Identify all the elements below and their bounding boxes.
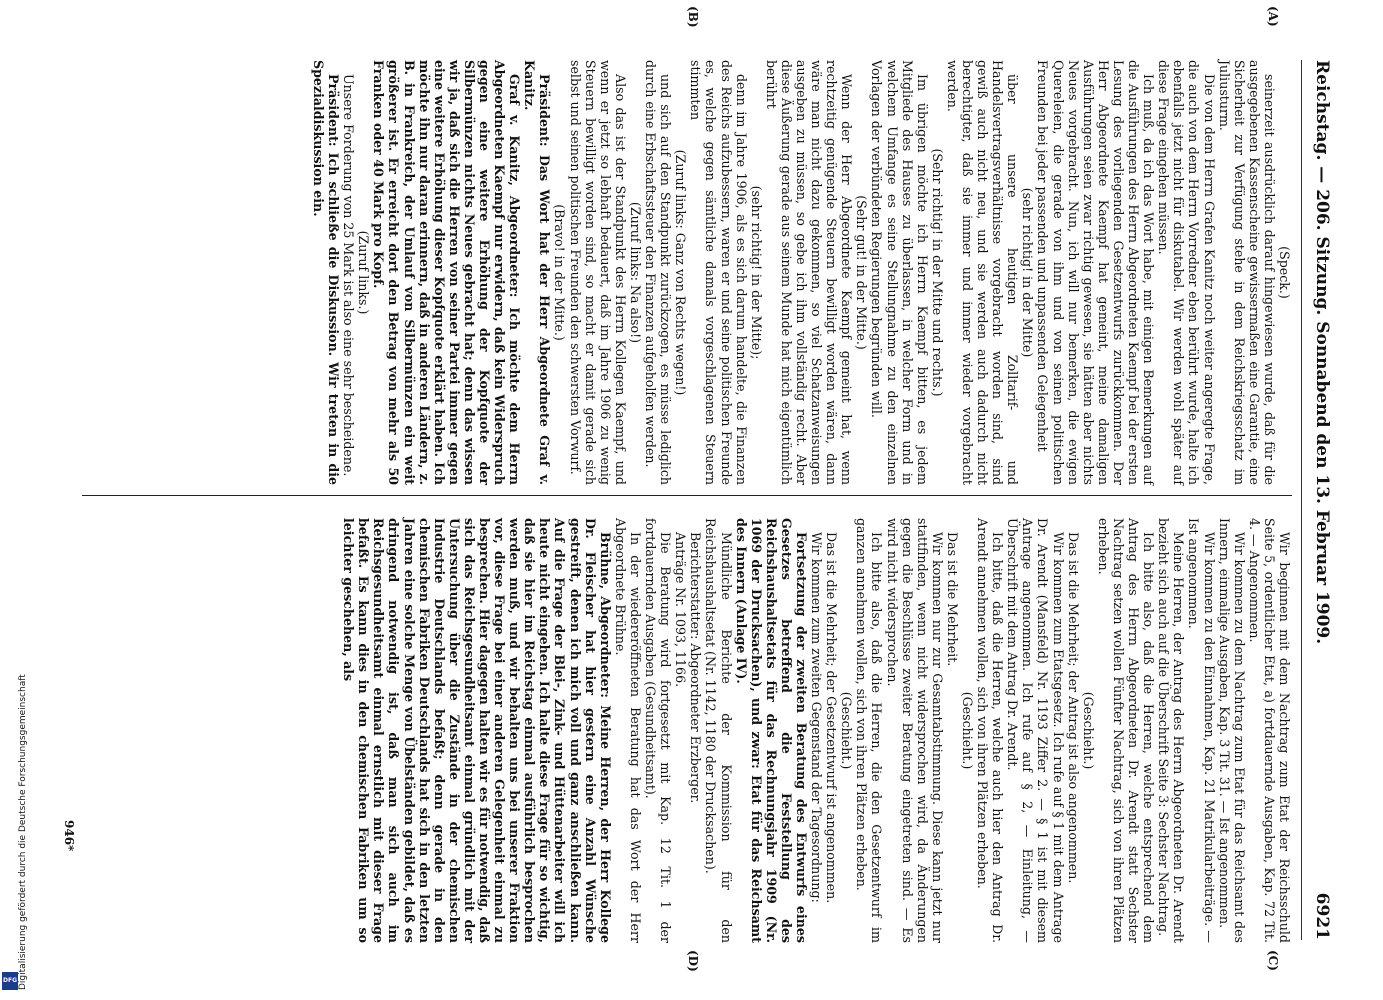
- paragraph: Wir kommen zum Etatsgesetz. Ich rufe auf § 1 mit dem Antrage Dr. Arendt (Mansfeld) Nr. 1193 Ziffer 2. — § 1 ist mit diesem Antrage angenommen. Ich rufe auf § 2, — Einleitung, — Überschrift mit dem Antrag Dr. Arendt.: [1005, 518, 1066, 943]
- paragraph: Brühne, Abgeordneter: Meine Herren, der Herr Kollege Dr. Fleischer hat hier gestern eine Anzahl Wünsche gestreift, denen ich mich voll und ganz anschließen kann. Auf die Frage der Blei-, Zink- und Hüttenarbeiter will ich heute nicht eingehen. Ich halte diese Frage für so wichtig, daß sie hier im Reichstag einmal ausführlich besprochen werden muß, und wir behalten uns bei unserer Fraktion vor, diese Frage bei einer anderen Gelegenheit einmal zu besprechen. Hier dagegen halten wir es für notwendig, daß sich das Reichsgesundheitsamt einmal gründlich mit der Untersuchung über die Zustände in der chemischen Industrie Deutschlands befaßt; denn gerade in den chemischen Fabriken Deutschlands hat sich in den letzten Jahren eine solche Menge von Übelständen gebildet, daß es dringend notwendig ist, daß man sich auch im Reichsgesundheitsamt einmal ernstlich mit dieser Frage befaßt. Es kann dies in den chemischen Fabriken um so leichter geschehen, als: [341, 518, 613, 943]
- paragraph: Präsident: Das Wort hat der Herr Abgeordnete Graf v. Kanitz.: [522, 60, 553, 485]
- paragraph: Ich bitte, daß die Herren, welche auch hier den Antrag Dr. Arendt annehmen wollen, sich von ihren Plätzen erheben.: [975, 518, 1006, 943]
- page-header: [1300, 60, 1340, 940]
- page-signature: 946*: [62, 820, 76, 852]
- margin-mark-d: (D): [686, 950, 700, 972]
- paragraph: Das ist die Mehrheit; der Antrag ist also angenommen.: [1065, 532, 1081, 884]
- paragraph: seinerzeit ausdrücklich darauf hingewiesen wurde, daß für die ausgegebenen Kassenscheine gewissermaßen eine Garantie, eine Sicherheit zur Verfügung stehe in dem Reichskriegsschatz im Juliusturm.: [1216, 60, 1277, 485]
- paragraph: (Sehr gut! in der Mitte.): [854, 195, 870, 350]
- paragraph: Das ist die Mehrheit; der Gesetzentwurf ist angenommen.: [824, 532, 840, 904]
- margin-mark-b: (B): [686, 6, 700, 28]
- paragraph: Das ist die Mehrheit.: [944, 532, 960, 667]
- paragraph: Fortsetzung der zweiten Beratung des Entwurfs eines Gesetzes betreffend die Feststellung des Reichshaushaltsetats für das Rechnungsjahr 1909 (Nr. 1069 der Drucksachen), und zwar: Etat für das Reichsamt des Innern (Anlage IV).: [733, 518, 809, 943]
- paragraph: (Zuruf links: Ganz von Rechts wegen!): [673, 149, 689, 396]
- paragraph: (sehr richtig! in der Mitte): [1020, 187, 1036, 358]
- header-page-number: 6921: [1312, 892, 1332, 940]
- rotated-page-content: [40, 0, 1340, 1000]
- header-title: Reichstag. — 206. Sitzung. Sonnabend den 13. Februar 1909.: [1312, 60, 1332, 645]
- paragraph: Berichterstatter: Abgeordneter Erzberger.: [688, 532, 704, 804]
- header-rule: [1301, 60, 1302, 940]
- paragraph: (sehr richtig! in der Mitte);: [748, 185, 764, 360]
- paragraph: Ich bitte also, daß die Herren, welche entsprechend dem Antrag des Herrn Abgeordneten Dr. Arendt statt Sechster Nachtrag setzen wollen Fünfter Nachtrag, sich von ihren Plätzen erheben.: [1095, 518, 1157, 943]
- right-column: [341, 518, 1292, 943]
- paragraph: (Geschieht.): [839, 691, 855, 770]
- column-separator: [82, 495, 1292, 496]
- paragraph: (Speck.): [1277, 246, 1292, 299]
- paragraph: Graf v. Kanitz, Abgeordneter: Ich möchte dem Herrn Abgeordneten Kaempf nur erwidern, daß kein Widerspruch gegen eine weitere Erhöhung der Kopfquote der Silbermünzen nichts Neues gebracht hat; denn das wissen wir ja, daß sich die Herren von seiner Partei immer gegen eine weitere Erhöhung dieser Kopfquote erklärt haben. Ich möchte ihn nur daran erinnern, daß in anderen Ländern, z. B. in Frankreich, der Umlauf von Silbermünzen ein weit größerer ist. Er erreicht dort den Betrag von mehr als 50 Franken oder 40 Mark pro Kopf.: [371, 60, 523, 485]
- paragraph: Wenn der Herr Abgeordnete Kaempf gemeint hat, wenn rechtzeitig genügende Steuern bewilligt worden wären, dann wäre man nicht dazu gekommen, so viel Schatzanweisungen ausgeben zu müssen, so gebe ich ihm vollständig recht. Aber diese Äußerung gerade aus seinem Munde hat mich eigentümlich berührt: [763, 60, 855, 485]
- paragraph: und sich auf den Standpunkt zurückzogen, es müsse lediglich durch eine Erbschaftssteuer den Finanzen aufgeholfen werden.: [643, 60, 674, 485]
- paragraph: Also das ist der Standpunkt des Herrn Kollegen Kaempf, und wenn er jetzt so lebhaft bedauert, daß im Jahre 1906 zu wenig Steuern bewilligt worden sind, so macht er damit gerade sich selbst und seinen politischen Freunden den schwersten Vorwurf.: [567, 60, 628, 485]
- paragraph: (Sehr richtig! in der Mitte und rechts.): [929, 148, 945, 397]
- paragraph: Ich bitte also, daß die Herren, die den Gesetzentwurf im ganzen annehmen wollen, sich von ihren Plätzen erheben.: [854, 518, 885, 943]
- paragraph: (Zuruf links: Na also!): [627, 201, 643, 344]
- paragraph: Wir beginnen mit dem Nachtrag zum Etat der Reichsschuld Seite 5, ordentlicher Etat, a) fortdauernde Ausgaben, Kap. 72 Tit. 4. — Angenommen.: [1246, 518, 1292, 943]
- margin-mark-a: (A): [1266, 6, 1280, 27]
- paragraph: Wir kommen zu dem Nachtrag zum Etat für das Reichsamt des Innern, einmalige Ausgaben, Kap. 3 Tit. 31. — Ist angenommen.: [1216, 518, 1247, 943]
- paragraph: Im übrigen möchte ich Herrn Kaempf bitten, es jedem Mitgliede des Hauses zu überlassen, in welcher Form und in welchem Umfange es seine Stellungnahme zu den einzelnen Vorlagen der verbündeten Regierungen begründen will.: [869, 60, 930, 485]
- dfg-logo-icon: DFG: [2, 972, 18, 990]
- paragraph: Die von dem Herrn Grafen Kanitz noch weiter angeregte Frage, die auch von dem Herrn Vorredner eben berührt wurde, halte ich ebenfalls jetzt nicht für diskutabel. Wir werden wohl später auf diese Frage eingehen müssen.: [1156, 60, 1217, 485]
- paragraph: (Geschieht.): [1080, 691, 1096, 770]
- paragraph: über unsere heutigen Zolltarif- und Handelsvertragsverhältnisse vorgebracht worden sind, sind gewiß auch nicht neu, und sie werden auch dadurch nicht berechtigter, daß sie immer und immer wieder vorgebracht werden.: [944, 60, 1021, 485]
- paragraph: Wir kommen zu den Einnahmen, Kap. 21 Matrikularbeiträge. — Ist angenommen.: [1186, 518, 1217, 943]
- paragraph: Wir kommen nur zur Gesamtabstimmung. Diese kann jetzt nur stattfinden, wenn nicht widersprochen wird, da Änderungen gegen die Beschlüsse zweiter Beratung eingetreten sind. — Es wird nicht widersprochen.: [884, 518, 945, 943]
- paragraph: Anträge Nr. 1093, 1166.: [673, 532, 689, 688]
- paragraph: Mündliche Berichte der Kommission für den Reichshaushaltsetat (Nr. 1142, 1180 der Drucksachen).: [703, 518, 734, 943]
- paragraph: denn im Jahre 1906, als es sich darum handelte, die Finanzen des Reichs aufzubessern, waren er und seine politischen Freunde es, welche gegen sämtliche damals vorgeschlagenen Steuern stimmten: [688, 60, 749, 485]
- paragraph: Meine Herren, der Antrag des Herrn Abgeordneten Dr. Arendt bezieht sich auch auf die Überschrift Seite 3: Sechster Nachtrag.: [1156, 518, 1187, 943]
- paragraph: In der wiedereröffneten Beratung hat das Wort der Herr Abgeordnete Brühne.: [612, 518, 643, 943]
- paragraph: (Bravo! in der Mitte.): [552, 204, 568, 341]
- paragraph: Wir kommen zum zweiten Gegenstand der Tagesordnung:: [809, 532, 825, 903]
- digitization-stamp: [0, 0, 28, 1000]
- paragraph: Die Beratung wird fortgesetzt mit Kap. 12 Tit. 1 der fortdauernden Ausgaben (Gesundheitsamt).: [643, 518, 674, 943]
- paragraph: (Geschieht.): [960, 691, 976, 770]
- left-column: [311, 60, 1292, 485]
- paragraph: Unsere Forderung von 25 Mark ist also eine sehr bescheidene.: [341, 74, 357, 477]
- paragraph: (Zuruf links.): [356, 230, 372, 315]
- stamp-text: Digitalisierung gefördert durch die Deutsche Forschungsgemeinschaft: [18, 674, 28, 990]
- margin-mark-c: (C): [1266, 950, 1280, 971]
- paragraph: Präsident: Ich schließe die Diskussion. Wir treten in die Spezialdiskussion ein.: [311, 60, 342, 485]
- paragraph: Ich muß, da ich das Wort habe, mit einigen Bemerkungen auf die Ausführungen des Herrn Abgeordneten Kaempf bei der ersten Lesung des vorliegenden Gesetzentwurfs zurückkommen. Der Herr Abgeordnete Kaempf hat gemeint, meine damaligen Ausführungen seien zwar richtig gewesen, sie hätten aber nichts Neues vorgebracht. Nun, ich will nur bemerken, die ewigen Quereleien, die gerade von ihm und von seinen politischen Freunden bei jeder passenden und unpassenden Gelegenheit: [1035, 60, 1157, 485]
